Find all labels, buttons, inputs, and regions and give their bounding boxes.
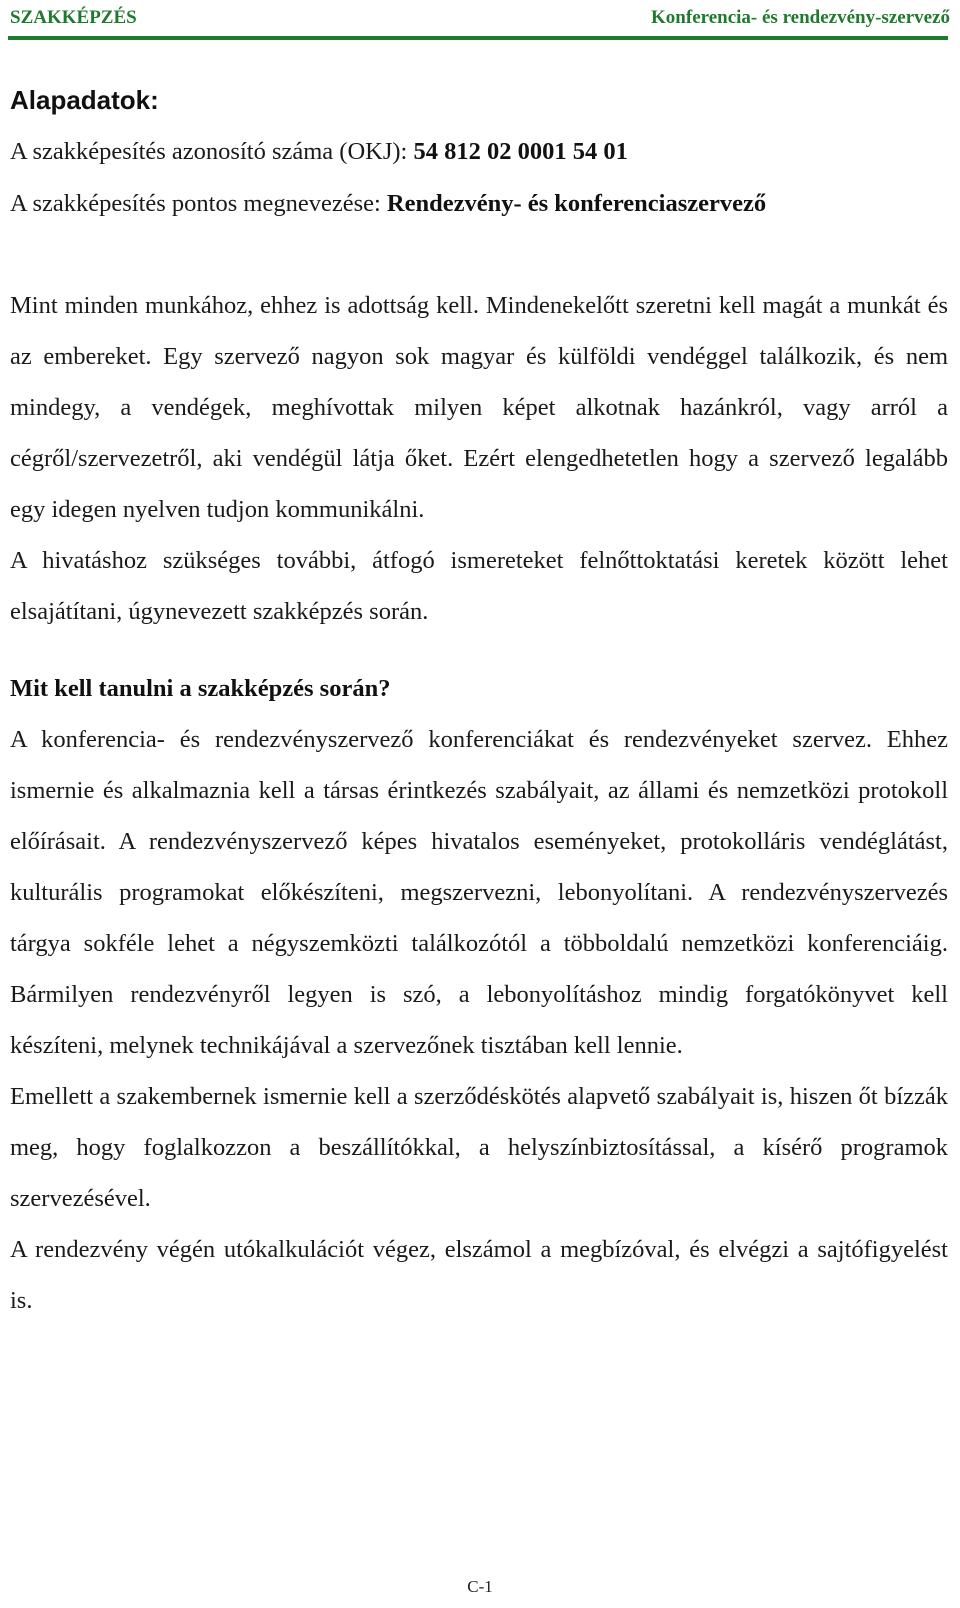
intro-paragraph-2: A hivatáshoz szükséges további, átfogó ismereteket felnőttoktatási keretek között lehet elsajátítani, úgynevezett szakképzés során. <box>10 547 948 625</box>
intro-paragraph-1: Mint minden munkához, ehhez is adottság kell. Mindenekelőtt szeretni kell magát a munkát és az embereket. Egy szervező nagyon sok magyar és külföldi vendéggel találkozik, és nem mindegy, a vendégek, meghívottak milyen képet alkotnak hazánkról, vagy arról a cégről/szervezetről, aki vendégül látja őket. Ezért elengedhetetlen hogy a szervező legalább egy idegen nyelven tudjon kommunikálni. <box>10 292 948 523</box>
section-paragraph-3: A rendezvény végén utókalkulációt végez, elszámol a megbízóval, és elvégzi a sajtófigyelést is. <box>10 1236 948 1314</box>
okj-label: A szakképesítés azonosító száma (OKJ): <box>10 138 414 165</box>
okj-line <box>10 126 948 178</box>
section-paragraph-2: Emellett a szakembernek ismernie kell a szerződéskötés alapvető szabályait is, hiszen őt bízzák meg, hogy foglalkozzon a beszállítókkal, a helyszínbiztosítással, a kísérő programok szervezésével. <box>10 1083 948 1212</box>
okj-value: 54 812 02 0001 54 01 <box>413 138 628 165</box>
page-number: C-1 <box>467 1577 493 1596</box>
header-divider <box>8 36 948 40</box>
section-paragraph-1: A konferencia- és rendezvényszervező konferenciákat és rendezvényeket szervez. Ehhez ismernie és alkalmaznia kell a társas érintkezés szabályait, az állami és nemzetközi protokoll előírásait. A rendezvényszervező képes hivatalos eseményeket, protokolláris vendéglátást, kulturális programokat előkészíteni, megszervezni, lebonyolítani. A rendezvényszervezés tárgya sokféle lehet a négyszemközti találkozótól a többoldalú nemzetközi konferenciáig. Bármilyen rendezvényről legyen is szó, a lebonyolításhoz mindig forgatókönyvet kell készíteni, melynek technikájával a szervezőnek tisztában kell lennie. <box>10 726 948 1059</box>
spacer <box>10 230 948 280</box>
qualification-name-value: Rendezvény- és konferenciaszervező <box>386 190 767 217</box>
header-right-title: Konferencia- és rendezvény-szervező <box>651 7 950 28</box>
section-heading: Mit kell tanulni a szakképzés során? <box>10 675 391 702</box>
qualification-name-line <box>10 178 948 230</box>
page-header <box>10 0 950 36</box>
header-left-title: SZAKKÉPZÉS <box>10 7 137 28</box>
qualification-name-label: A szakképesítés pontos megnevezése: <box>10 190 387 217</box>
basics-heading: Alapadatok: <box>10 85 159 115</box>
document-body <box>10 74 948 1326</box>
